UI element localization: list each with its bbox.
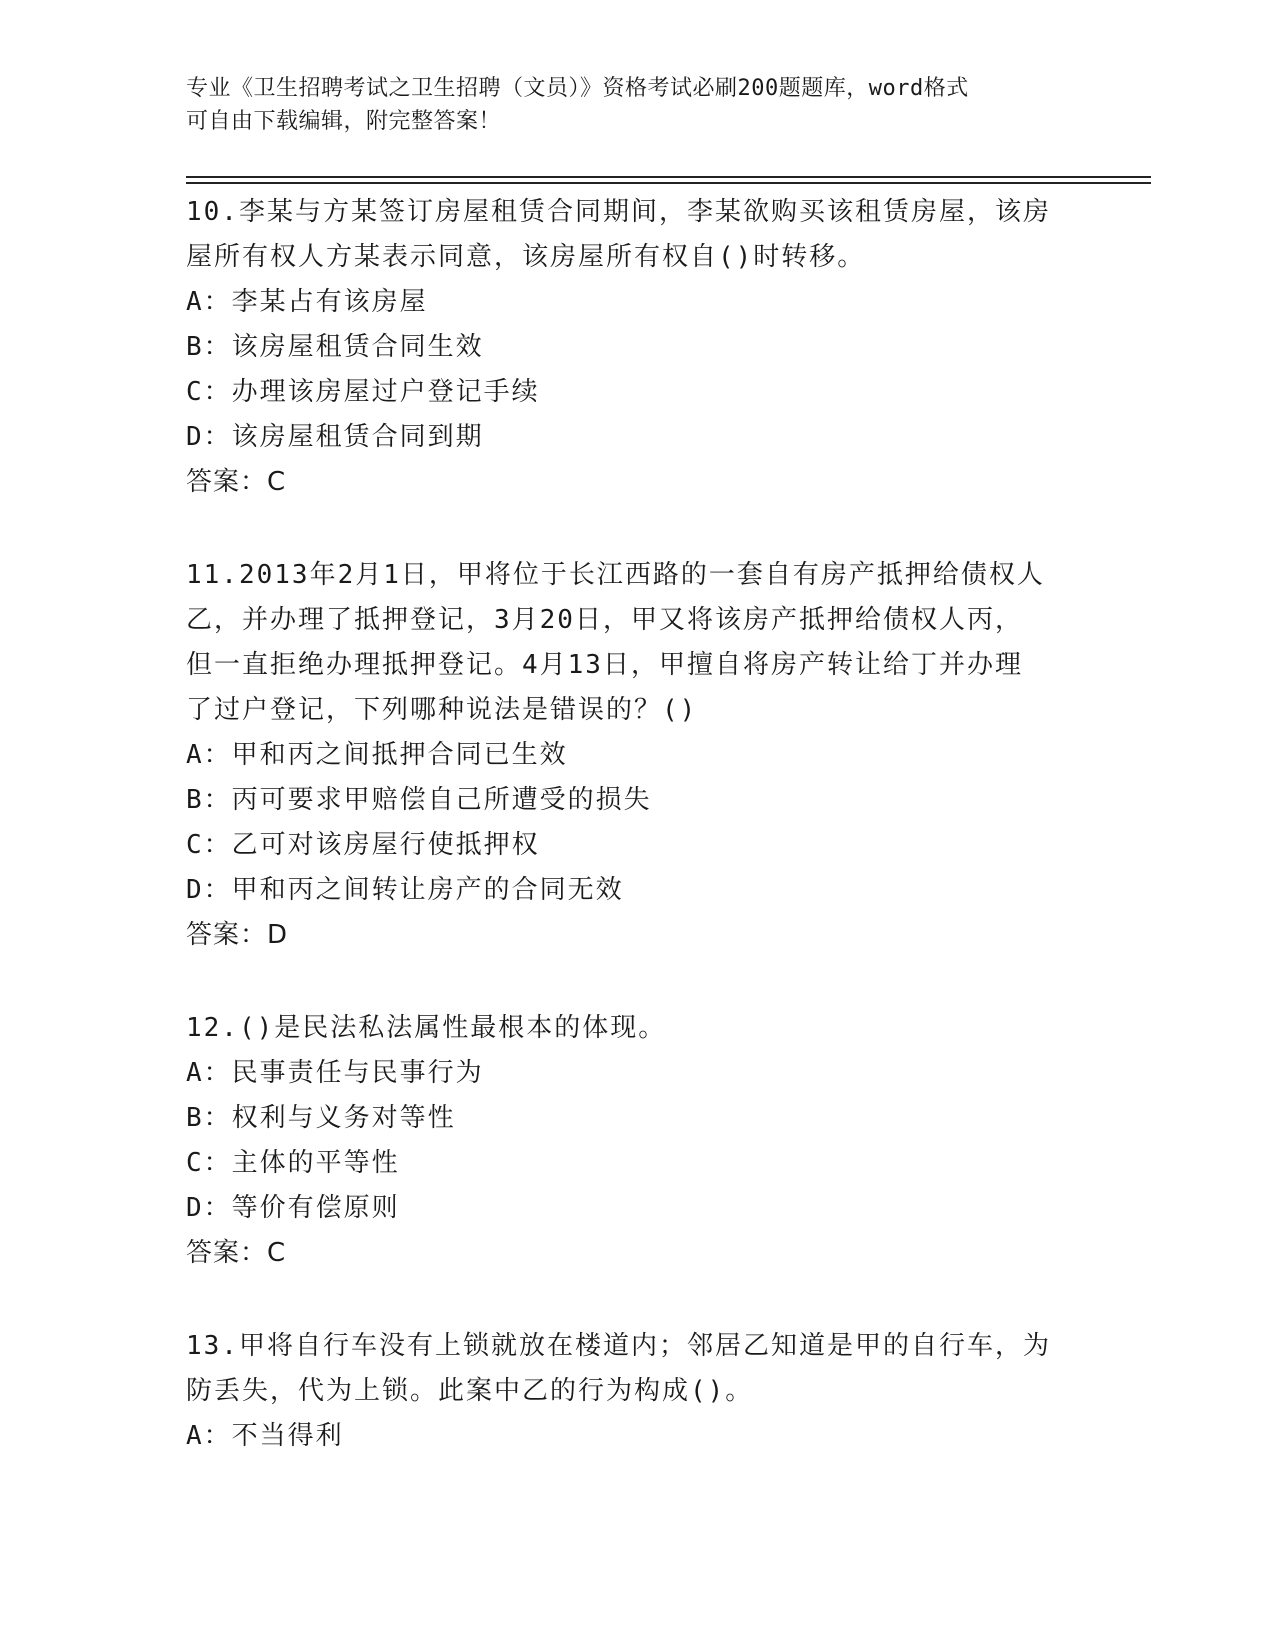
question-10 <box>186 190 1086 505</box>
option-b: B：该房屋租赁合同生效 <box>186 332 484 362</box>
question-11 <box>186 553 1086 958</box>
option-a: A：甲和丙之间抵押合同已生效 <box>186 740 568 770</box>
answer: 答案：D <box>186 920 289 950</box>
option-d: D：该房屋租赁合同到期 <box>186 422 484 452</box>
question-text-line: 了过户登记，下列哪种说法是错误的？() <box>186 695 698 725</box>
question-list <box>186 190 1086 1507</box>
question-12 <box>186 1006 1086 1276</box>
option-d: D：甲和丙之间转让房产的合同无效 <box>186 875 624 905</box>
question-text-line: 13.甲将自行车没有上锁就放在楼道内；邻居乙知道是甲的自行车，为 <box>186 1331 1051 1361</box>
question-text <box>186 1006 1086 1051</box>
question-text-line: 12.()是民法私法属性最根本的体现。 <box>186 1013 667 1043</box>
option-a: A：不当得利 <box>186 1421 344 1451</box>
option-b: B：权利与义务对等性 <box>186 1103 456 1133</box>
option-c: C：主体的平等性 <box>186 1148 400 1178</box>
question-text <box>186 1324 1086 1414</box>
question-13 <box>186 1324 1086 1459</box>
option-b: B：丙可要求甲赔偿自己所遭受的损失 <box>186 785 652 815</box>
option-c: C：乙可对该房屋行使抵押权 <box>186 830 540 860</box>
question-text-line: 防丢失，代为上锁。此案中乙的行为构成()。 <box>186 1376 754 1406</box>
header-line-1: 专业《卫生招聘考试之卫生招聘（文员）》资格考试必刷200题题库，word格式 <box>186 76 969 101</box>
question-text-line: 乙，并办理了抵押登记，3月20日，甲又将该房产抵押给债权人丙， <box>186 605 1023 635</box>
answer: 答案：C <box>186 467 287 497</box>
header-divider-top <box>186 176 1151 178</box>
option-d: D：等价有偿原则 <box>186 1193 400 1223</box>
question-text-line: 10.李某与方某签订房屋租赁合同期间，李某欲购买该租赁房屋，该房 <box>186 197 1051 227</box>
option-a: A：民事责任与民事行为 <box>186 1058 484 1088</box>
answer: 答案：C <box>186 1238 287 1268</box>
question-text <box>186 553 1086 733</box>
question-text-line: 11.2013年2月1日，甲将位于长江西路的一套自有房产抵押给债权人 <box>186 560 1045 590</box>
option-a: A：李某占有该房屋 <box>186 287 428 317</box>
header-line-2: 可自由下载编辑，附完整答案！ <box>186 109 502 134</box>
question-text-line: 屋所有权人方某表示同意，该房屋所有权自()时转移。 <box>186 242 866 272</box>
header-divider-bottom <box>186 182 1151 184</box>
option-c: C：办理该房屋过户登记手续 <box>186 377 540 407</box>
question-text <box>186 190 1086 280</box>
document-header <box>186 72 1066 138</box>
question-text-line: 但一直拒绝办理抵押登记。4月13日，甲擅自将房产转让给丁并办理 <box>186 650 1023 680</box>
